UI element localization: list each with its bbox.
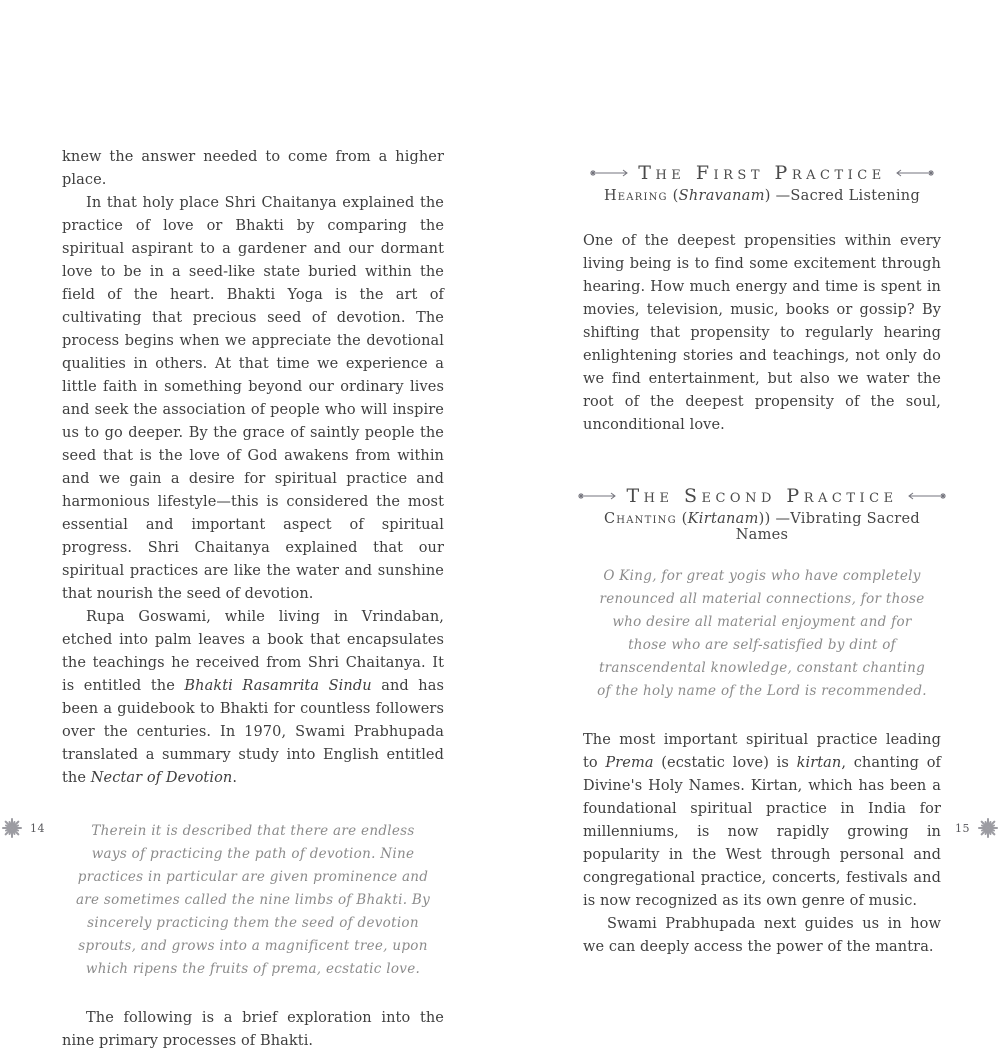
practice-section	[583, 485, 941, 959]
section-title: The First Practice	[638, 162, 886, 184]
right-page-number: 15	[955, 821, 970, 835]
section-subtitle	[583, 511, 941, 543]
text-segment: Shravanam	[678, 188, 765, 204]
right-page-sections	[583, 162, 941, 959]
paragraph	[583, 230, 941, 437]
section-heading	[583, 162, 941, 184]
text-segment: (	[676, 511, 688, 527]
text-segment: (	[667, 188, 679, 204]
heading-ornament-right-icon	[895, 167, 935, 179]
text-segment: Rupa Goswami, while living in Vrindaban, etched into palm leaves a book that encapsulates the teachings he received from Shri Chaitanya. It is entitled the	[62, 609, 444, 694]
text-segment: One of the deepest propensities within every living being is to find some excitement through hearing. How much energy and time is spent in movies, television, music, books or gossip? By shifting that propensity to regularly hearing enlightening stories and teachings, not only do we find entertainment, but also we water the root of the deepest propensity of the soul, unconditional love.	[583, 233, 941, 433]
text-segment: kirtan	[796, 755, 842, 771]
heading-ornament-right-icon	[907, 490, 947, 502]
paragraph	[62, 146, 444, 192]
text-segment: The most important spiritual practice leading to	[583, 732, 941, 771]
text-segment: knew the answer needed to come from a higher place.	[62, 149, 444, 188]
text-segment: and has been a guidebook to Bhakti for countless followers over the centuries. In 1970, Swami Prabhupada translated a summary study into English entitled the	[62, 678, 445, 786]
text-segment: .	[232, 770, 238, 786]
practice-section	[583, 162, 941, 437]
left-page	[62, 146, 444, 1053]
heading-ornament-left-icon	[577, 490, 617, 502]
paragraph	[62, 192, 444, 606]
left-page-paragraphs	[62, 146, 444, 790]
text-segment: (ecstatic love) is	[653, 755, 797, 771]
section-title: The Second Practice	[626, 485, 898, 507]
text-segment: Chanting	[604, 511, 677, 527]
paragraph	[583, 913, 941, 959]
left-page-number: 14	[30, 821, 45, 835]
text-segment: Prema	[605, 755, 654, 771]
right-page-folio	[955, 818, 998, 838]
section-body	[583, 230, 941, 437]
right-page	[583, 162, 941, 959]
flower-ornament-icon	[978, 818, 998, 838]
left-page-closing-paragraph: The following is a brief exploration into the nine primary processes of Bhakti.	[62, 1010, 444, 1049]
section-heading	[583, 485, 941, 507]
section-subtitle	[583, 188, 941, 204]
text-segment: Kirtanam	[687, 511, 759, 527]
text-segment: , chanting of Divine's Holy Names. Kirtan, which has been a foundational spiritual practice in India for millenniums, is now rapidly growing in popularity in the West through personal and congregational practice, concerts, festivals and is now recognized as its own genre of music.	[583, 755, 941, 909]
text-segment: Nectar of Devotion	[90, 770, 233, 786]
flower-ornament-icon	[2, 818, 22, 838]
text-segment: )) —Vibrating Sacred Names	[735, 511, 920, 543]
left-page-folio	[2, 818, 45, 838]
paragraph	[62, 606, 444, 790]
text-segment: Bhakti Rasamrita Sindu	[184, 678, 372, 694]
left-page-quote: Therein it is described that there are endless ways of practicing the path of devotion. Nine practices in particular are given prominence and are sometimes called the nine limbs of Bhakti. By sincerely practicing them the seed of devotion sprouts, and grows into a magnificent tree, upon which ripens the fruits of prema, ecstatic love.	[75, 823, 431, 977]
section-quote: O King, for great yogis who have completely renounced all material connections, for those who desire all material enjoyment and for those who are self-satisfied by dint of transcendental knowledge, constant chanting of the holy name of the Lord is recommended.	[597, 568, 927, 699]
section-body	[583, 729, 941, 959]
text-segment: ) —Sacred Listening	[764, 188, 921, 204]
text-segment: Hearing	[603, 188, 668, 204]
paragraph	[583, 729, 941, 913]
text-segment: Swami Prabhupada next guides us in how we can deeply access the power of the mantra.	[583, 916, 941, 955]
heading-ornament-left-icon	[589, 167, 629, 179]
text-segment: In that holy place Shri Chaitanya explained the practice of love or Bhakti by comparing the spiritual aspirant to a gardener and our dormant love to be in a seed-like state buried within the field of the heart. Bhakti Yoga is the art of cultivating that precious seed of devotion. The process begins when we appreciate the devotional qualities in others. At that time we experience a little faith in something beyond our ordinary lives and seek the association of people who will inspire us to go deeper. By the grace of saintly people the seed that is the love of God awakens from within and we gain a desire for spiritual practice and harmonious lifestyle—this is considered the most essential and important aspect of spiritual progress. Shri Chaitanya explained that our spiritual practices are like the water and sunshine that nourish the seed of devotion.	[62, 195, 444, 602]
